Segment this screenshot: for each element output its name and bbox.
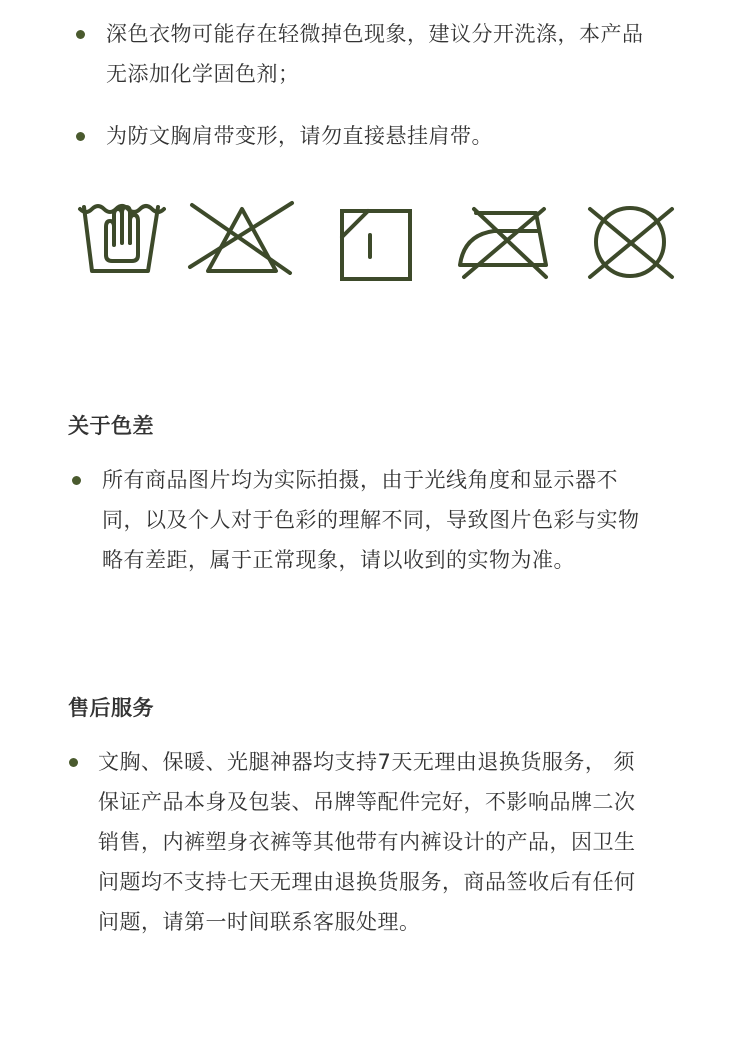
bullet-dot bbox=[69, 758, 78, 767]
bullet-dot bbox=[76, 30, 85, 39]
bullet-dot bbox=[76, 132, 85, 141]
bullet-dot bbox=[72, 476, 81, 485]
do-not-bleach-icon bbox=[186, 197, 296, 275]
care-note-strap bbox=[0, 116, 750, 156]
after-sales-note bbox=[0, 742, 750, 942]
do-not-tumble-dry-icon bbox=[584, 203, 676, 281]
color-difference-text: 所有商品图片均为实际拍摄，由于光线角度和显示器不 同，以及个人对于色彩的理解不同，导致图片色彩与实物 略有差距，属于正常现象，请以收到的实物为准。 bbox=[102, 468, 640, 572]
care-symbols bbox=[70, 195, 690, 285]
care-note-text: 深色衣物可能存在轻微掉色现象，建议分开洗涤，本产品 无添加化学固色剂； bbox=[106, 22, 644, 86]
do-not-iron-icon bbox=[454, 205, 554, 281]
section-heading-after-sales: 售后服务 bbox=[68, 696, 154, 720]
section-heading-color-difference: 关于色差 bbox=[68, 414, 154, 438]
hand-wash-icon bbox=[76, 195, 166, 275]
care-note-text: 为防文胸肩带变形，请勿直接悬挂肩带。 bbox=[106, 124, 493, 148]
after-sales-text: 文胸、保暖、光腿神器均支持7天无理由退换货服务， 须 保证产品本身及包装、吊牌等配件完好，不影响品牌二次 销售，内裤塑身衣裤等其他带有内裤设计的产品，因卫生 问题均不支持七天无理由退换货服务，商品签收后有任何 问题，请第一时间联系客服处理。 bbox=[98, 750, 636, 934]
care-note-colorfast bbox=[0, 14, 750, 94]
color-difference-note bbox=[0, 460, 750, 580]
drip-dry-icon bbox=[338, 207, 414, 283]
